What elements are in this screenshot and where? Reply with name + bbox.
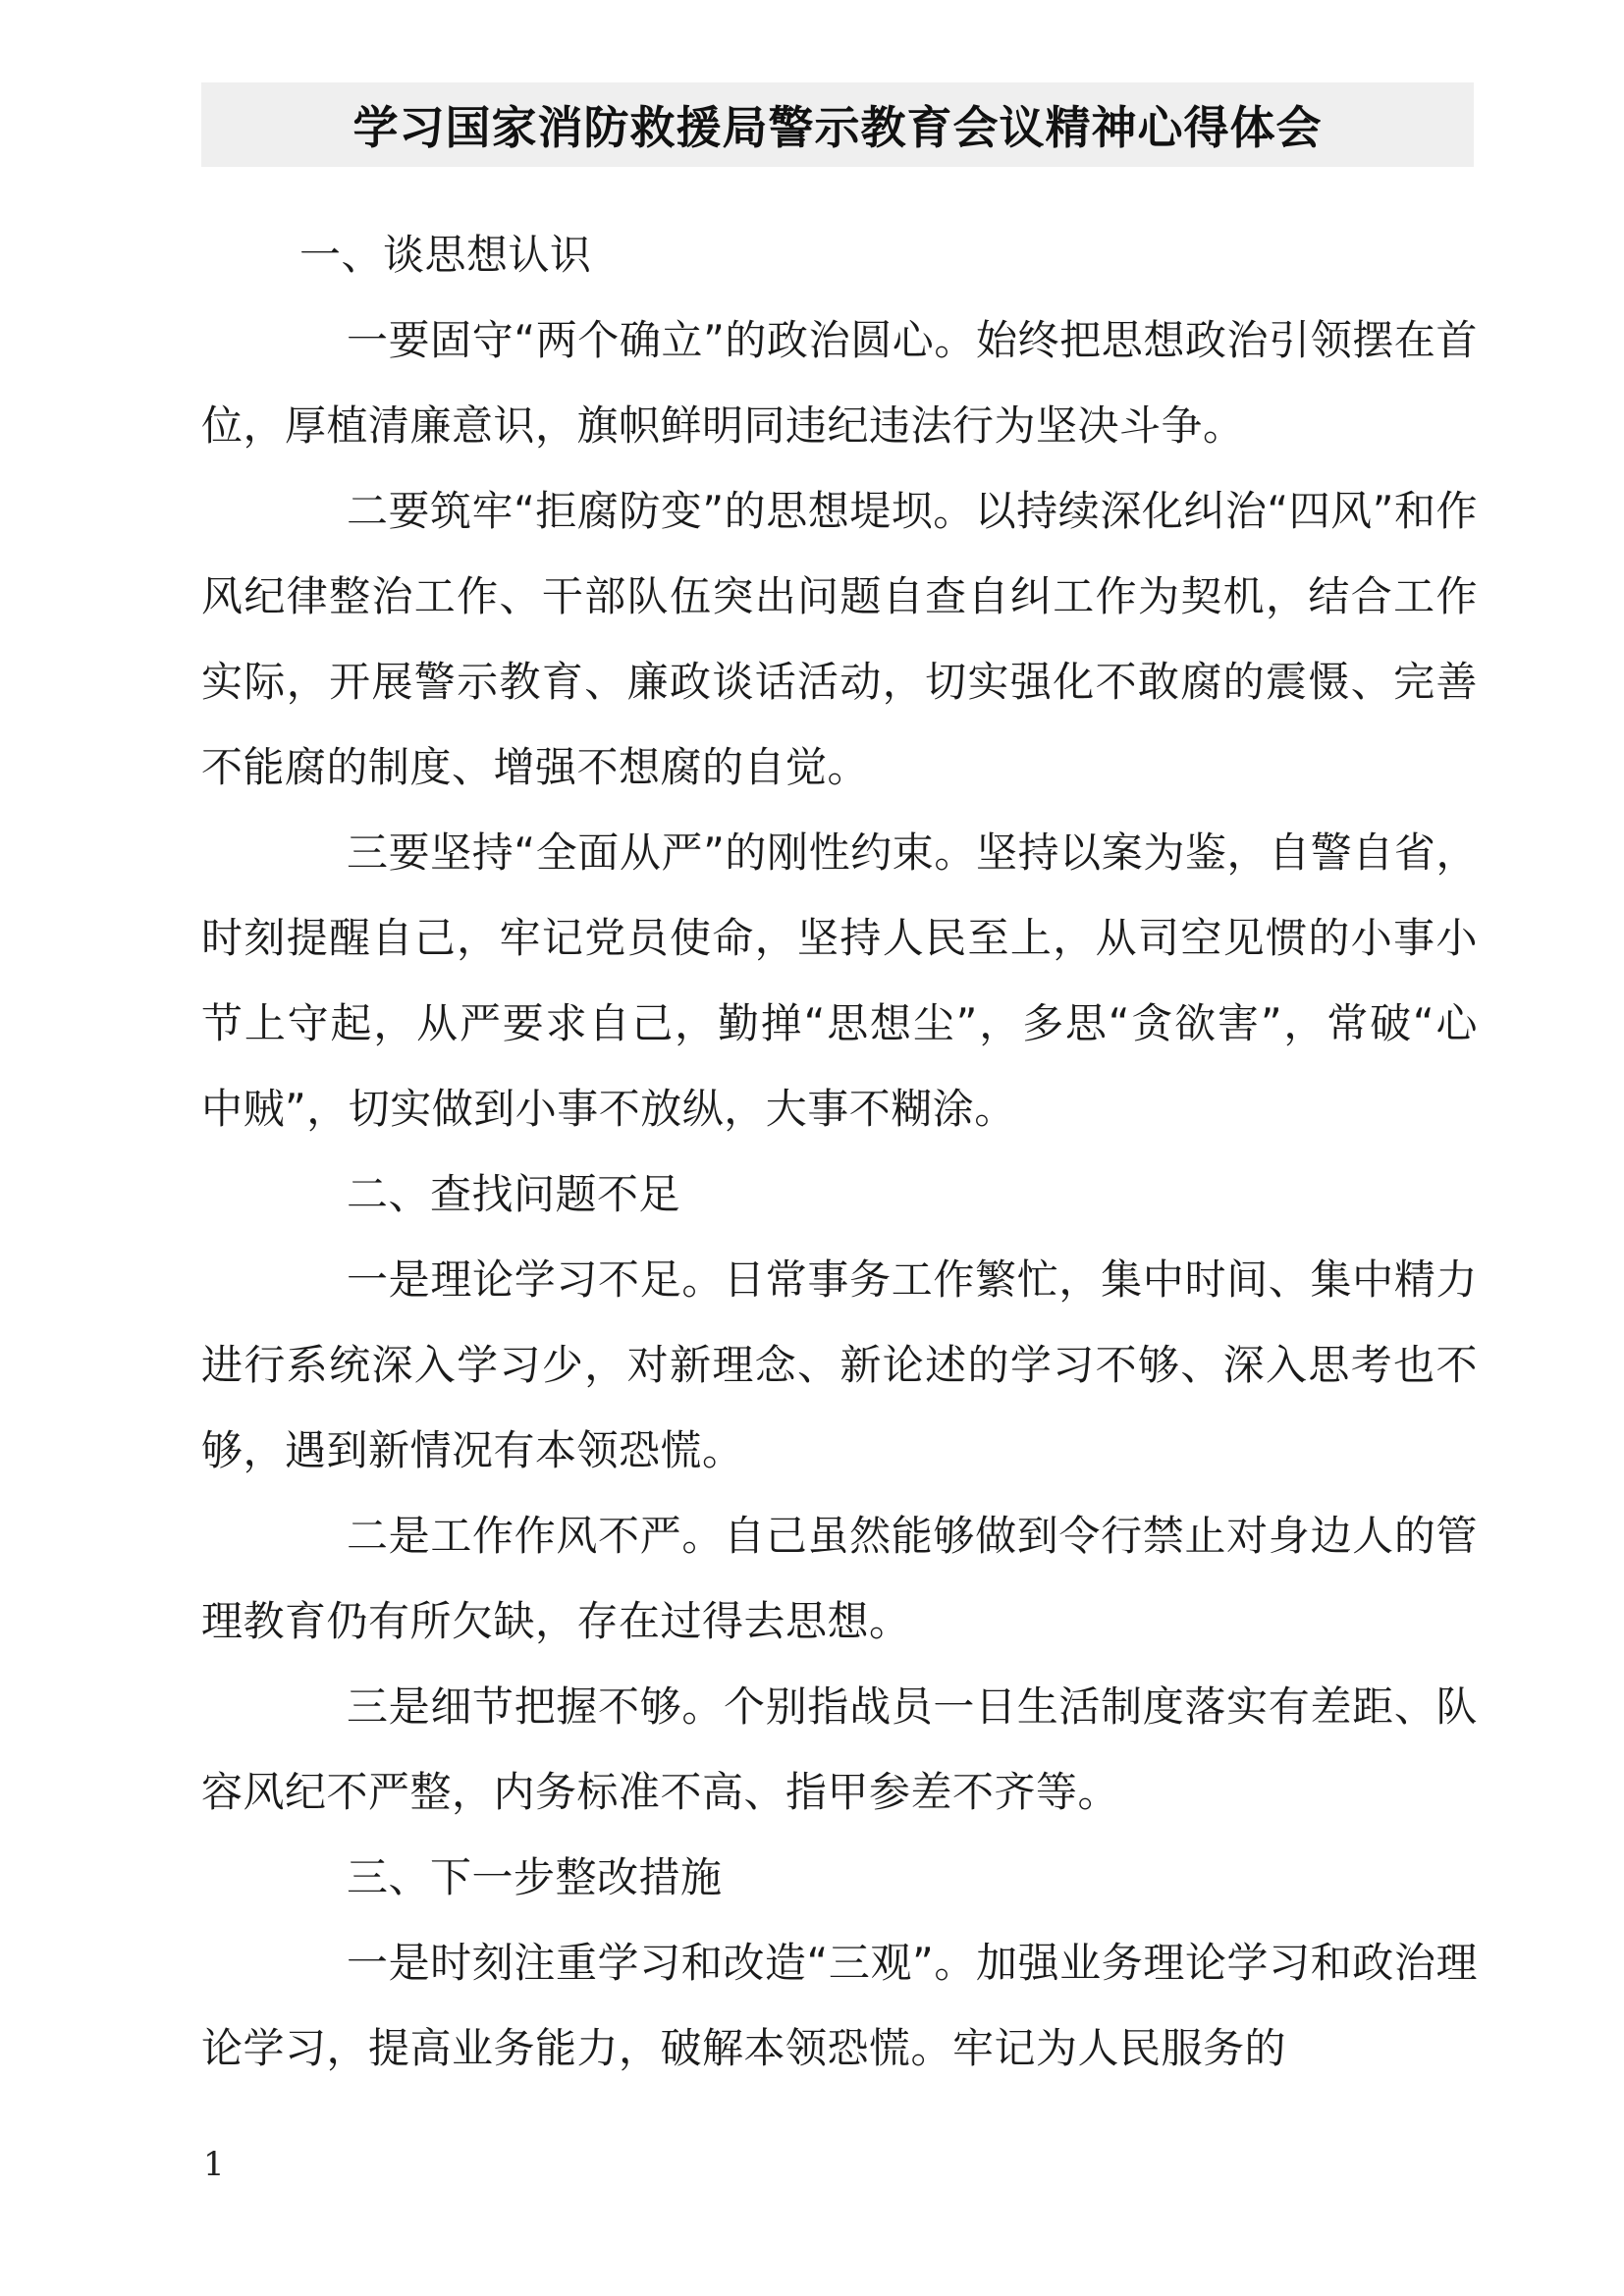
section-heading-2: 二、查找问题不足	[347, 1170, 681, 1218]
title-bar	[201, 82, 1474, 167]
paragraph-5: 二是工作作风不严。自己虽然能够做到令行禁止对身边人的管理教育仍有所欠缺，存在过得去思想。	[201, 1512, 1478, 1645]
paragraph-3: 三要坚持“全面从严”的刚性约束。坚持以案为鉴，自警自省，时刻提醒自己，牢记党员使命，坚持人民至上，从司空见惯的小事小节上守起，从严要求自己，勤掸“思想尘”，多思“贪欲害”，常破“心中贼”，切实做到小事不放纵，大事不糊涂。	[201, 828, 1478, 1133]
document-title: 学习国家消防救援局警示教育会议精神心得体会	[352, 101, 1323, 154]
section-heading-3: 三、下一步整改措施	[347, 1853, 723, 1901]
document-body	[201, 212, 1478, 2091]
paragraph-7: 一是时刻注重学习和改造“三观”。加强业务理论学习和政治理论学习，提高业务能力，破解本领恐慌。牢记为人民服务的	[201, 1939, 1478, 2072]
paragraph-1: 一要固守“两个确立”的政治圆心。始终把思想政治引领摆在首位，厚植清廉意识，旗帜鲜明同违纪违法行为坚决斗争。	[201, 316, 1478, 450]
paragraph-2: 二要筑牢“拒腐防变”的思想堤坝。以持续深化纠治“四风”和作风纪律整治工作、干部队伍突出问题自查自纠工作为契机，结合工作实际，开展警示教育、廉政谈话活动，切实强化不敢腐的震慑、完善不能腐的制度、增强不想腐的自觉。	[201, 487, 1478, 791]
paragraph-6: 三是细节把握不够。个别指战员一日生活制度落实有差距、队容风纪不严整，内务标准不高、指甲参差不齐等。	[201, 1682, 1478, 1816]
paragraph-4: 一是理论学习不足。日常事务工作繁忙，集中时间、集中精力进行系统深入学习少，对新理念、新论述的学习不够、深入思考也不够，遇到新情况有本领恐慌。	[201, 1255, 1478, 1474]
page-number: 1	[203, 2145, 225, 2184]
section-heading-1: 一、谈思想认识	[299, 231, 592, 279]
